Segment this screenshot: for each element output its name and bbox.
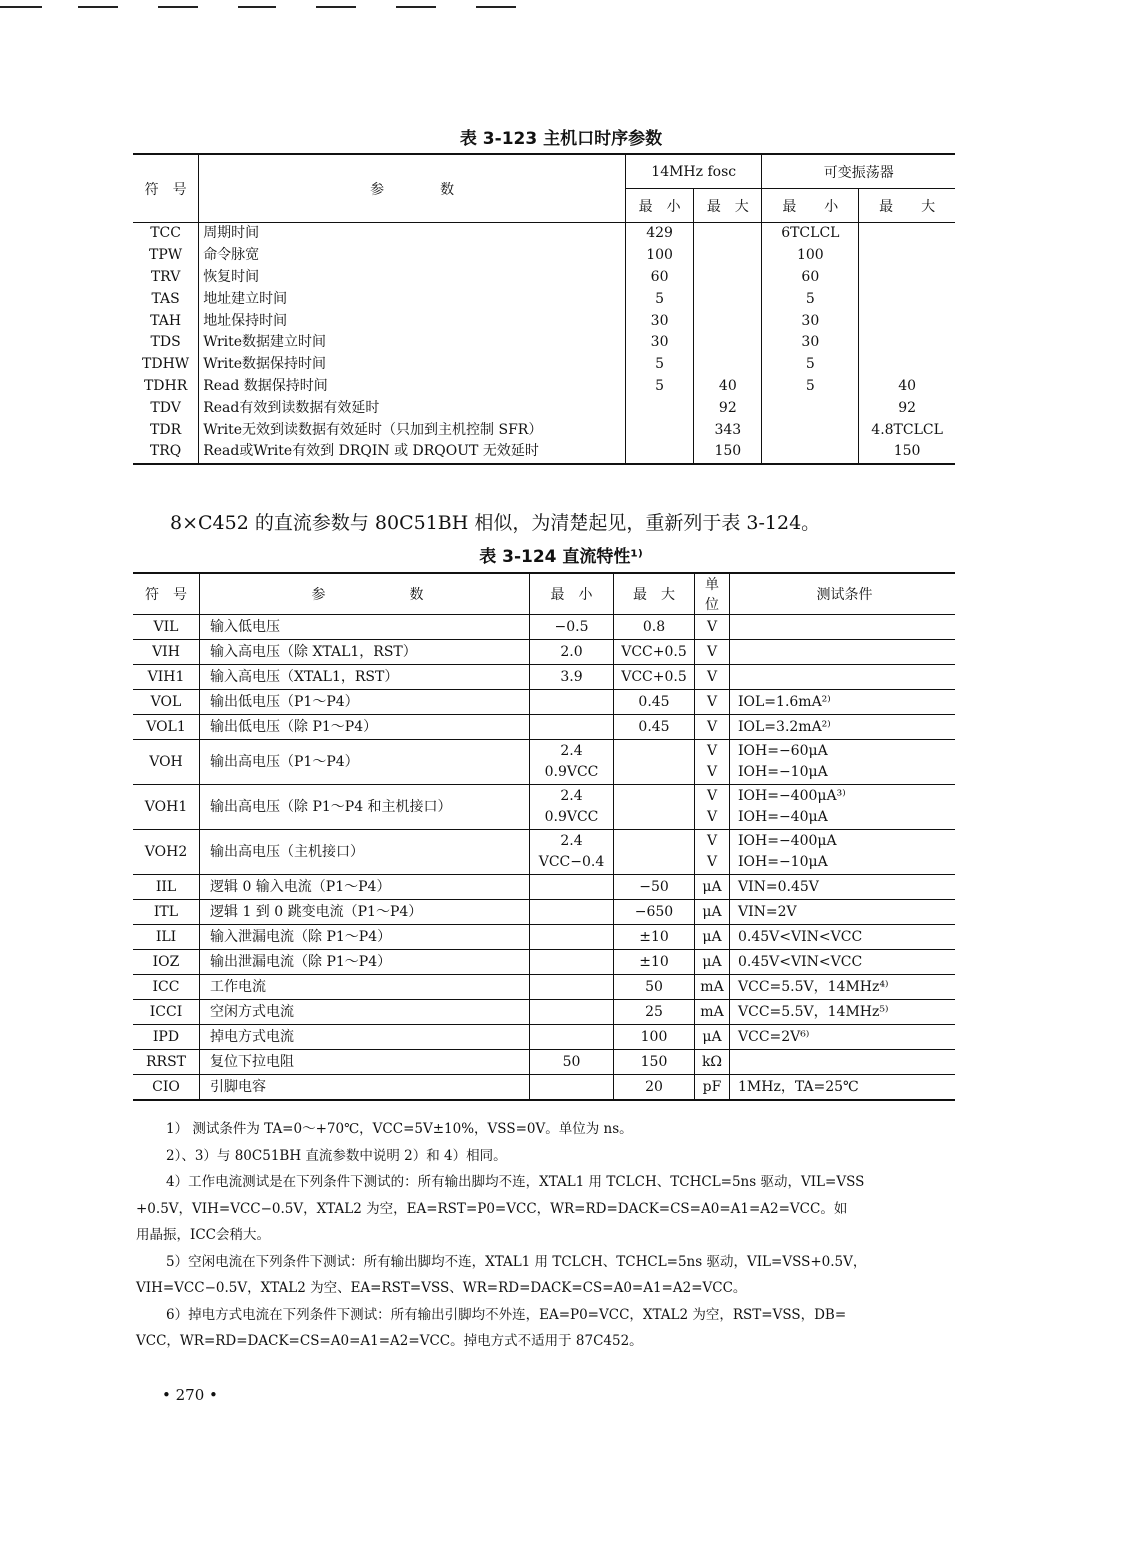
cell-min	[530, 690, 614, 715]
cell-max-variable	[859, 310, 955, 332]
cell-max-14mhz	[694, 332, 762, 354]
cell-max-variable	[859, 354, 955, 376]
cell-unit-line1: V	[706, 833, 718, 849]
cell-param: Read 数据保持时间	[199, 376, 626, 398]
table-row	[133, 950, 955, 975]
cell-min	[530, 1025, 614, 1050]
cell-symbol: TRQ	[149, 443, 182, 460]
cell-symbol: IIL	[133, 875, 200, 900]
cell-symbol: TRV	[150, 268, 181, 285]
cell-max-14mhz	[694, 288, 762, 310]
footnote-line: 1） 测试条件为 TA=0～+70℃，VCC=5V±10%，VSS=0V。单位为 ns。	[166, 1121, 633, 1137]
footnote-line: 6）掉电方式电流在下列条件下测试：所有输出引脚均不外连，EA=P0=VCC，XTAL2 为空，RST=VSS，DB=	[166, 1306, 847, 1323]
cell-unit: μA	[695, 875, 730, 900]
cell-condition: IOL=3.2mA²⁾	[730, 715, 956, 740]
table-row	[133, 665, 955, 690]
cell-symbol: TCC	[150, 225, 181, 242]
header-min: 最 小	[530, 573, 614, 615]
scan-top-marks	[0, 6, 560, 8]
cell-min	[530, 1075, 614, 1101]
cell-symbol: VIL	[133, 615, 200, 640]
header-max2: 最 大	[859, 189, 955, 223]
cell-min-variable	[762, 441, 859, 464]
cell-unit: kΩ	[695, 1050, 730, 1075]
cell-param: Write数据保持时间	[199, 354, 626, 376]
cell-max-14mhz: 343	[694, 419, 762, 441]
table-row	[133, 785, 955, 830]
footnote-line: VIH=VCC−0.5V，XTAL2 为空、EA=RST=VSS、WR=RD=DACK=CS=A0=A1=A2=VCC。	[136, 1280, 747, 1296]
cell-unit	[695, 830, 730, 875]
cell-unit: pF	[695, 1075, 730, 1101]
cell-min	[530, 785, 614, 830]
cell-min-line2: 0.9VCC	[544, 809, 599, 825]
cell-condition: 0.45V<VIN<VCC	[730, 950, 956, 975]
table-row	[133, 715, 955, 740]
cell-symbol: TDV	[150, 399, 181, 416]
table-row	[133, 397, 955, 419]
cell-max: 100	[614, 1025, 695, 1050]
header-14mhz: 14MHz fosc	[625, 154, 761, 189]
cell-param: 输出高电压（除 P1～P4 和主机接口）	[200, 785, 530, 830]
table-123-caption: 表 3-123 主机口时序参数	[459, 129, 663, 149]
cell-symbol: VOL	[133, 690, 200, 715]
cell-min-14mhz: 429	[625, 223, 693, 245]
cell-max-variable: 4.8TCLCL	[859, 419, 955, 441]
cell-symbol: ICC	[133, 975, 200, 1000]
cell-condition: 1MHz，TA=25℃	[730, 1075, 956, 1101]
cell-max: ±10	[614, 950, 695, 975]
cell-param: 掉电方式电流	[200, 1025, 530, 1050]
cell-symbol: VOH2	[133, 830, 200, 875]
cell-param: 输入泄漏电流（除 P1～P4）	[200, 925, 530, 950]
footnote-line: 2）、3）与 80C51BH 直流参数中说明 2）和 4）相同。	[166, 1147, 507, 1164]
header-conditions: 测试条件	[730, 573, 956, 615]
cell-max: VCC+0.5	[614, 665, 695, 690]
cell-unit-line1: V	[706, 788, 718, 804]
cell-condition-line1: IOH=−400μA³⁾	[738, 788, 846, 804]
cell-unit	[695, 785, 730, 830]
footnote-line: 用晶振，ICC会稍大。	[136, 1227, 270, 1243]
cell-max-14mhz	[694, 245, 762, 267]
cell-max: 150	[614, 1050, 695, 1075]
table-row	[133, 1025, 955, 1050]
cell-condition: VIN=2V	[730, 900, 956, 925]
cell-unit-line2: V	[706, 854, 718, 870]
cell-param: 输出泄漏电流（除 P1～P4）	[200, 950, 530, 975]
cell-max: 50	[614, 975, 695, 1000]
cell-unit: μA	[695, 900, 730, 925]
header-unit: 单位	[695, 573, 730, 615]
cell-symbol: RRST	[133, 1050, 200, 1075]
cell-max-variable	[859, 288, 955, 310]
cell-min	[530, 875, 614, 900]
cell-max: 20	[614, 1075, 695, 1101]
cell-condition-line2: IOH=−10μA	[738, 764, 828, 780]
cell-param: 恢复时间	[199, 267, 626, 289]
cell-unit: V	[695, 615, 730, 640]
cell-max-14mhz	[694, 354, 762, 376]
cell-min	[530, 740, 614, 785]
cell-symbol: TDR	[150, 421, 182, 438]
table-row	[133, 875, 955, 900]
table-row	[133, 615, 955, 640]
cell-condition: VCC=5.5V，14MHz⁵⁾	[730, 1000, 956, 1025]
table-row	[133, 441, 955, 464]
cell-symbol: VOH	[133, 740, 200, 785]
table-row	[133, 1050, 955, 1075]
cell-param: 输出高电压（P1～P4）	[200, 740, 530, 785]
cell-min: 3.9	[530, 665, 614, 690]
table-123	[133, 153, 955, 465]
cell-min-14mhz: 5	[625, 354, 693, 376]
cell-max: 0.45	[614, 715, 695, 740]
header-variable-osc: 可变振荡器	[762, 154, 955, 189]
cell-max-variable	[859, 267, 955, 289]
cell-min-14mhz	[625, 397, 693, 419]
cell-max	[614, 740, 695, 785]
cell-condition: VCC=5.5V，14MHz⁴⁾	[730, 975, 956, 1000]
page-number: • 270 •	[162, 1386, 218, 1404]
cell-symbol: TPW	[149, 247, 183, 264]
cell-param: 地址建立时间	[199, 288, 626, 310]
table-row	[133, 288, 955, 310]
cell-unit	[695, 740, 730, 785]
table-row	[133, 925, 955, 950]
cell-min-variable: 100	[762, 245, 859, 267]
header-param: 参 数	[199, 154, 626, 223]
cell-max: 0.8	[614, 615, 695, 640]
cell-condition	[730, 640, 956, 665]
cell-param: Write无效到读数据有效延时（只加到主机控制 SFR）	[199, 419, 626, 441]
cell-min-14mhz: 5	[625, 288, 693, 310]
cell-max-variable	[859, 245, 955, 267]
table-row	[133, 690, 955, 715]
cell-unit-line1: V	[706, 743, 718, 759]
cell-condition: VIN=0.45V	[730, 875, 956, 900]
cell-max	[614, 830, 695, 875]
cell-condition	[730, 615, 956, 640]
cell-min	[530, 900, 614, 925]
cell-min-variable: 30	[762, 332, 859, 354]
cell-unit-line2: V	[706, 809, 718, 825]
cell-symbol: ITL	[133, 900, 200, 925]
cell-max: −650	[614, 900, 695, 925]
cell-symbol: IOZ	[133, 950, 200, 975]
cell-min: 50	[530, 1050, 614, 1075]
table-row	[133, 245, 955, 267]
cell-param: 输入高电压（XTAL1，RST）	[200, 665, 530, 690]
header-param: 参 数	[200, 573, 530, 615]
cell-symbol: VIH1	[133, 665, 200, 690]
cell-max: 0.45	[614, 690, 695, 715]
cell-unit: V	[695, 715, 730, 740]
table-row	[133, 830, 955, 875]
cell-min-variable: 5	[762, 354, 859, 376]
cell-unit: V	[695, 690, 730, 715]
cell-param: Read有效到读数据有效延时	[199, 397, 626, 419]
table-row	[133, 740, 955, 785]
cell-max: ±10	[614, 925, 695, 950]
cell-min-line1: 2.4	[560, 743, 583, 759]
table-row	[133, 310, 955, 332]
cell-condition-line1: IOH=−60μA	[738, 743, 828, 759]
cell-min-variable: 5	[762, 376, 859, 398]
cell-min-14mhz	[625, 441, 693, 464]
cell-symbol: TAS	[151, 290, 180, 307]
cell-condition: 0.45V<VIN<VCC	[730, 925, 956, 950]
cell-symbol: CIO	[133, 1075, 200, 1101]
table-row	[133, 376, 955, 398]
cell-max-14mhz: 92	[694, 397, 762, 419]
cell-min: −0.5	[530, 615, 614, 640]
cell-symbol: IPD	[133, 1025, 200, 1050]
cell-max-14mhz	[694, 267, 762, 289]
table-row	[133, 1075, 955, 1101]
cell-unit: μA	[695, 925, 730, 950]
cell-condition-line1: IOH=−400μA	[738, 833, 837, 849]
header-min2: 最 小	[762, 189, 859, 223]
cell-max: −50	[614, 875, 695, 900]
cell-param: 输出低电压（P1～P4）	[200, 690, 530, 715]
cell-unit-line2: V	[706, 764, 718, 780]
cell-min-14mhz: 30	[625, 310, 693, 332]
cell-param: 地址保持时间	[199, 310, 626, 332]
table-row	[133, 332, 955, 354]
table-row	[133, 419, 955, 441]
cell-condition-line2: IOH=−40μA	[738, 809, 828, 825]
cell-min-variable: 60	[762, 267, 859, 289]
cell-min: 2.0	[530, 640, 614, 665]
cell-param: Write数据建立时间	[199, 332, 626, 354]
table-124-body	[133, 615, 955, 1101]
footnote-line: +0.5V，VIH=VCC−0.5V，XTAL2 为空，EA=RST=P0=VCC，WR=RD=DACK=CS=A0=A1=A2=VCC。如	[136, 1200, 848, 1217]
table-row	[133, 354, 955, 376]
body-paragraph: 8×C452 的直流参数与 80C51BH 相似，为清楚起见，重新列于表 3-124。	[170, 512, 821, 534]
cell-min	[530, 715, 614, 740]
cell-min-line1: 2.4	[560, 788, 583, 804]
cell-symbol: TDHW	[142, 356, 190, 373]
table-row	[133, 900, 955, 925]
cell-param: 工作电流	[200, 975, 530, 1000]
cell-max	[614, 785, 695, 830]
table-row	[133, 267, 955, 289]
cell-symbol: VOH1	[133, 785, 200, 830]
cell-min-14mhz: 100	[625, 245, 693, 267]
cell-param: 输入高电压（除 XTAL1，RST）	[200, 640, 530, 665]
cell-unit: μA	[695, 950, 730, 975]
cell-param: 输入低电压	[200, 615, 530, 640]
cell-symbol: TAH	[150, 312, 182, 329]
cell-min-line2: VCC−0.4	[538, 854, 605, 870]
table-row	[133, 975, 955, 1000]
cell-condition: IOL=1.6mA²⁾	[730, 690, 956, 715]
cell-condition	[730, 740, 956, 785]
table-row	[133, 1000, 955, 1025]
table-row	[133, 640, 955, 665]
cell-min-14mhz	[625, 419, 693, 441]
cell-unit: mA	[695, 1000, 730, 1025]
cell-param: 引脚电容	[200, 1075, 530, 1101]
header-symbol: 符 号	[133, 573, 200, 615]
cell-min	[530, 830, 614, 875]
table-124	[133, 572, 955, 1101]
cell-min-variable	[762, 397, 859, 419]
cell-unit: V	[695, 665, 730, 690]
cell-unit: V	[695, 640, 730, 665]
cell-max-14mhz: 40	[694, 376, 762, 398]
cell-min-variable: 5	[762, 288, 859, 310]
cell-param: 周期时间	[199, 223, 626, 245]
cell-param: 输出高电压（主机接口）	[200, 830, 530, 875]
cell-min-line2: 0.9VCC	[544, 764, 599, 780]
header-min1: 最 小	[625, 189, 693, 223]
cell-max-variable: 150	[859, 441, 955, 464]
cell-max-14mhz: 150	[694, 441, 762, 464]
cell-unit: mA	[695, 975, 730, 1000]
cell-min-line1: 2.4	[560, 833, 583, 849]
cell-symbol: TDHR	[143, 377, 188, 394]
cell-min-14mhz: 60	[625, 267, 693, 289]
cell-min-variable	[762, 419, 859, 441]
footnote-line: 4）工作电流测试是在下列条件下测试的：所有输出脚均不连，XTAL1 用 TCLCH、TCHCL=5ns 驱动，VIL=VSS	[166, 1174, 865, 1190]
cell-symbol: ILI	[133, 925, 200, 950]
footnote-line: VCC，WR=RD=DACK=CS=A0=A1=A2=VCC。掉电方式不适用于 87C452。	[136, 1333, 643, 1349]
cell-max: 25	[614, 1000, 695, 1025]
header-max: 最 大	[614, 573, 695, 615]
cell-condition	[730, 665, 956, 690]
cell-max-variable	[859, 223, 955, 245]
cell-min-variable: 6TCLCL	[762, 223, 859, 245]
cell-min	[530, 925, 614, 950]
cell-max-14mhz	[694, 310, 762, 332]
cell-param: Read或Write有效到 DRQIN 或 DRQOUT 无效延时	[199, 441, 626, 464]
header-symbol: 符 号	[144, 181, 187, 198]
cell-max-variable	[859, 332, 955, 354]
cell-param: 命令脉宽	[199, 245, 626, 267]
cell-min-14mhz: 30	[625, 332, 693, 354]
cell-condition	[730, 785, 956, 830]
cell-condition: VCC=2V⁶⁾	[730, 1025, 956, 1050]
cell-param: 输出低电压（除 P1～P4）	[200, 715, 530, 740]
cell-min-variable: 30	[762, 310, 859, 332]
table-row	[133, 223, 955, 245]
table-124-caption: 表 3-124 直流特性¹⁾	[479, 547, 643, 567]
table-123-body	[133, 223, 955, 464]
cell-max-variable: 40	[859, 376, 955, 398]
cell-param: 逻辑 0 输入电流（P1～P4）	[200, 875, 530, 900]
cell-min-14mhz: 5	[625, 376, 693, 398]
cell-symbol: TDS	[150, 334, 181, 351]
header-max1: 最 大	[694, 189, 762, 223]
cell-min	[530, 975, 614, 1000]
cell-max-variable: 92	[859, 397, 955, 419]
cell-param: 复位下拉电阻	[200, 1050, 530, 1075]
cell-param: 逻辑 1 到 0 跳变电流（P1～P4）	[200, 900, 530, 925]
cell-min	[530, 1000, 614, 1025]
cell-param: 空闲方式电流	[200, 1000, 530, 1025]
footnotes	[136, 1116, 966, 1355]
cell-condition-line2: IOH=−10μA	[738, 854, 828, 870]
cell-symbol: ICCI	[133, 1000, 200, 1025]
cell-condition	[730, 1050, 956, 1075]
cell-symbol: VOL1	[133, 715, 200, 740]
cell-max-14mhz	[694, 223, 762, 245]
cell-condition	[730, 830, 956, 875]
cell-symbol: VIH	[133, 640, 200, 665]
cell-min	[530, 950, 614, 975]
cell-max: VCC+0.5	[614, 640, 695, 665]
footnote-line: 5）空闲电流在下列条件下测试：所有输出脚均不连，XTAL1 用 TCLCH、TCHCL=5ns 驱动，VIL=VSS+0.5V，	[166, 1253, 867, 1270]
cell-unit: μA	[695, 1025, 730, 1050]
